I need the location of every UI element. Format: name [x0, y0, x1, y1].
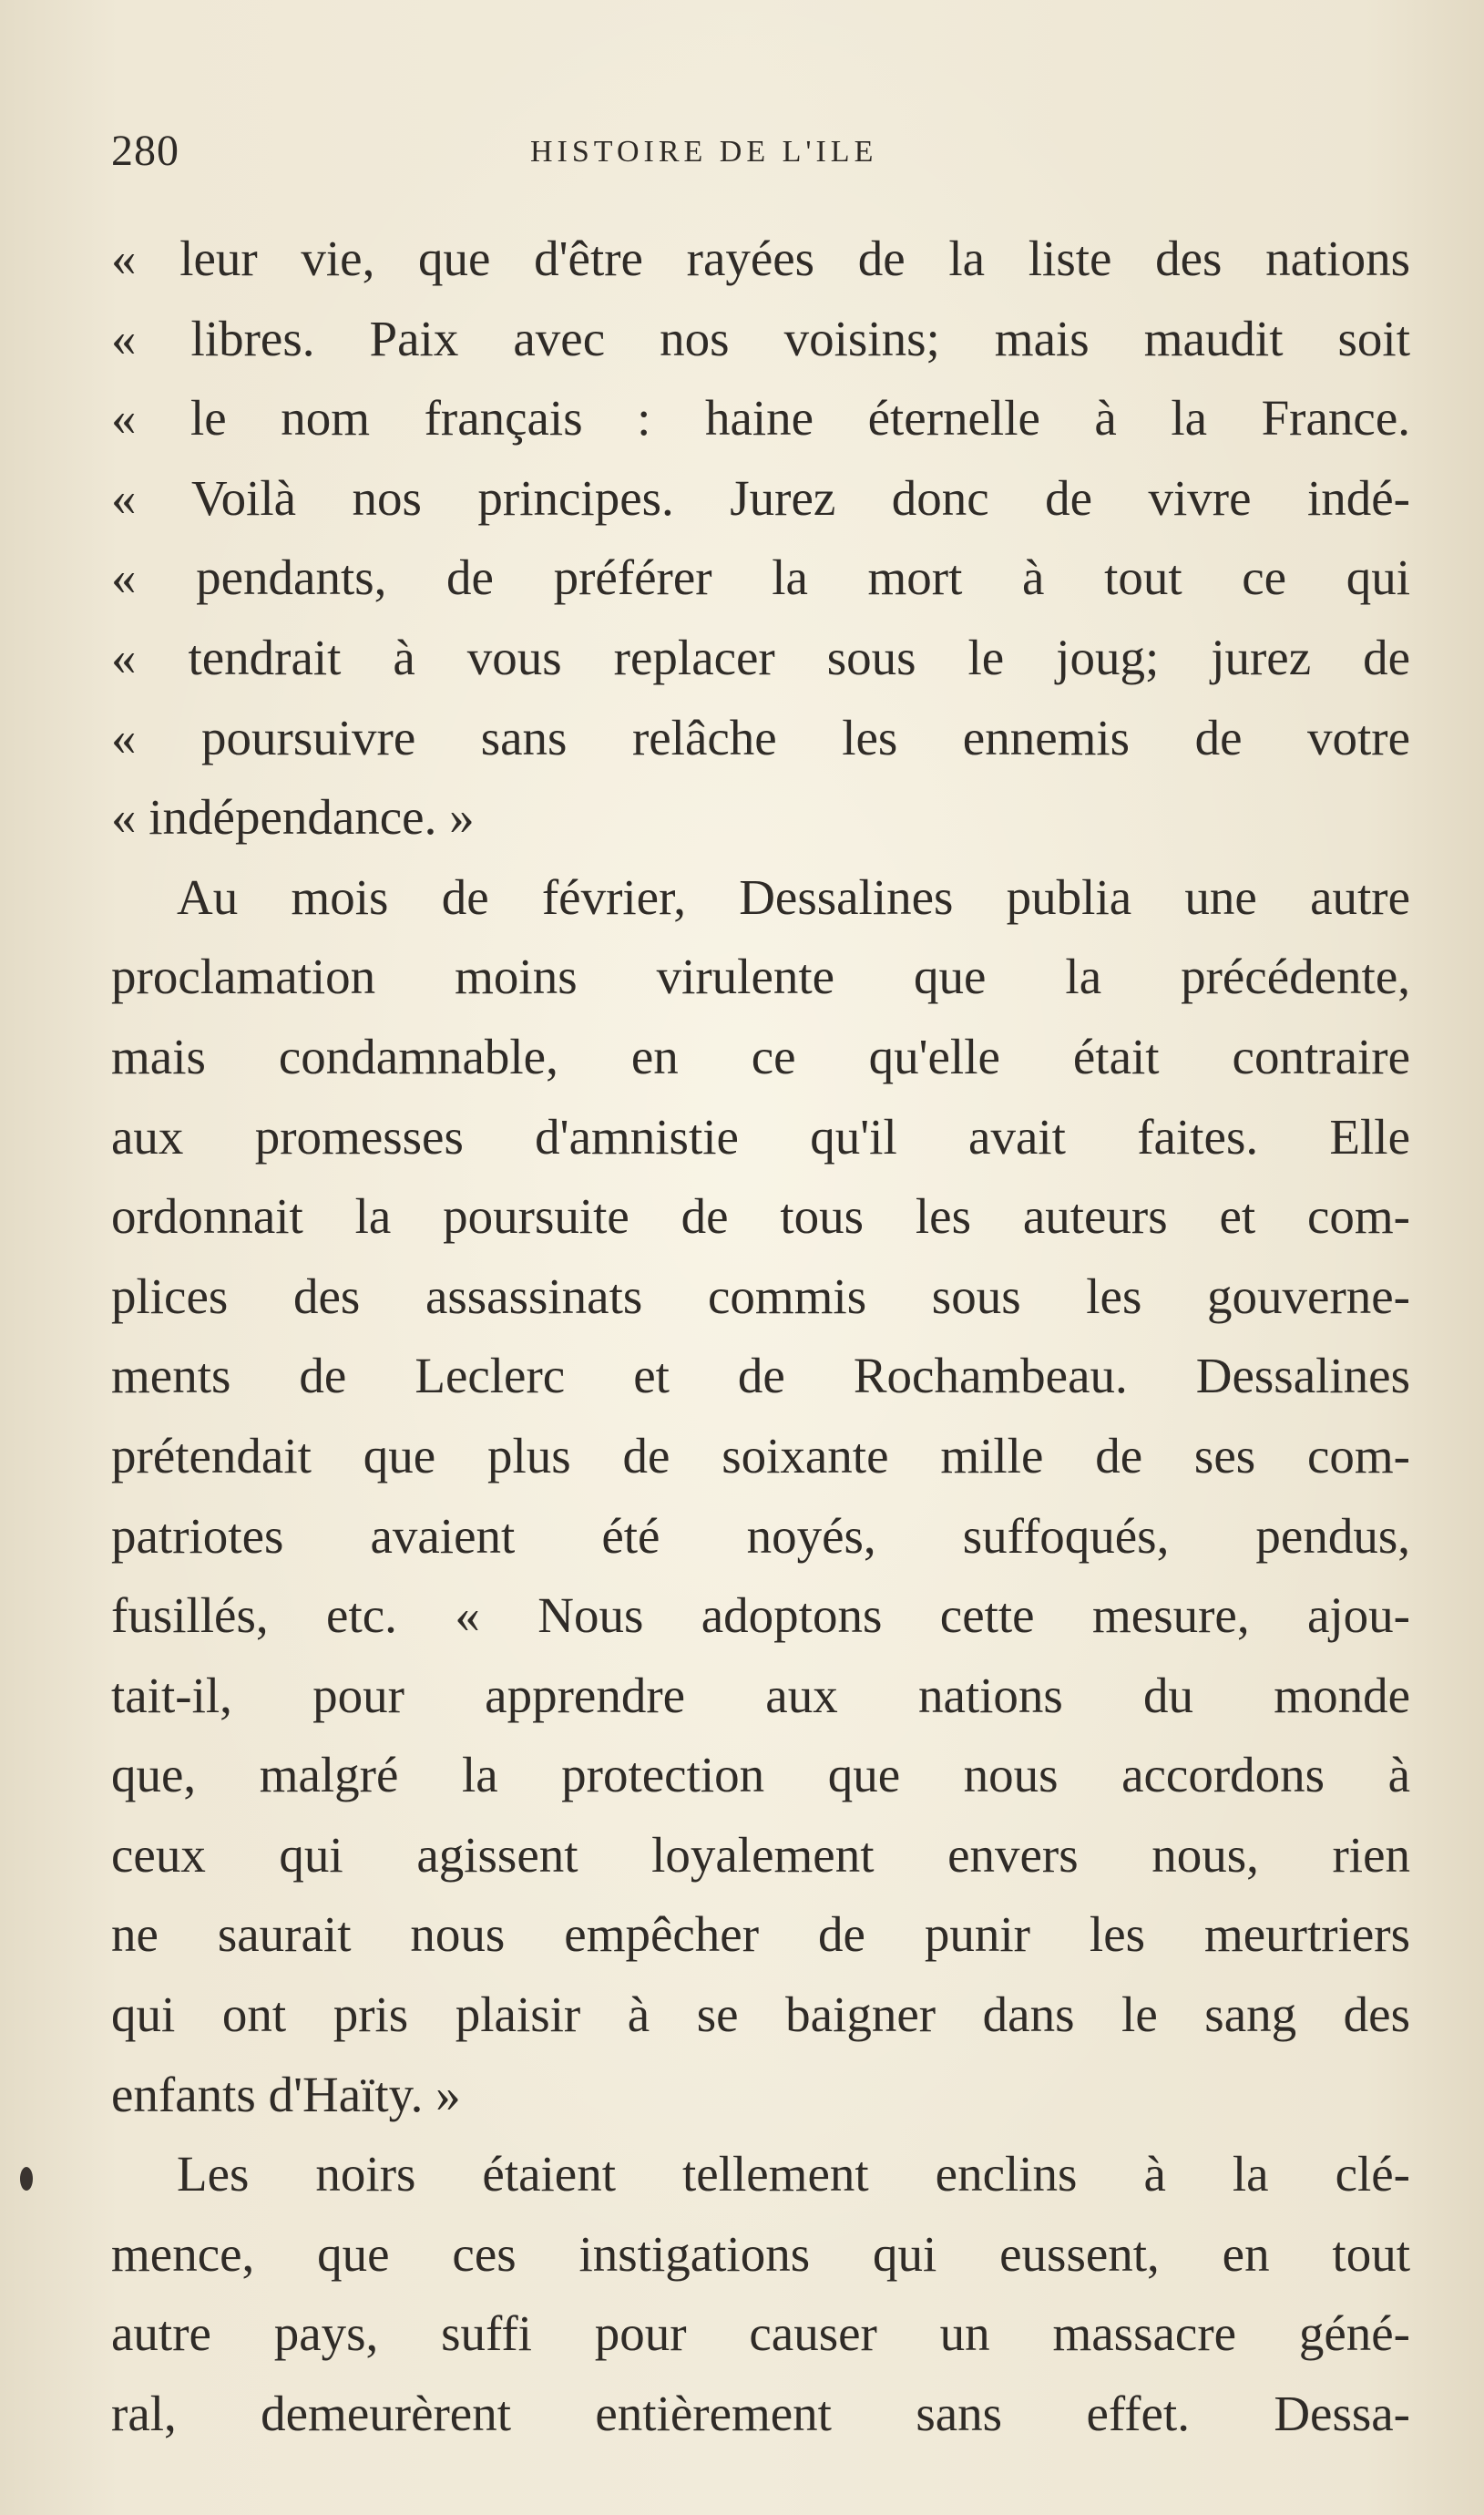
text-line: autre pays, suffi pour causer un massacre géné-: [111, 2305, 1410, 2362]
text-line: ne saurait nous empêcher de punir les meurtriers: [111, 1906, 1410, 1963]
text-line: « indépendance. »: [111, 789, 475, 846]
text-line: qui ont pris plaisir à se baigner dans le sang des: [111, 1986, 1410, 2043]
text-line: ceux qui agissent loyalement envers nous, rien: [111, 1826, 1410, 1883]
running-head: [111, 126, 1405, 190]
text-line: « tendrait à vous replacer sous le joug; jurez de: [111, 629, 1410, 685]
text-line: « poursuivre sans relâche les ennemis de votre: [111, 709, 1410, 765]
text-line: patriotes avaient été noyés, suffoqués, pendus,: [111, 1507, 1410, 1564]
text-line: ments de Leclerc et de Rochambeau. Dessalines: [111, 1348, 1410, 1404]
ink-spot: [20, 2167, 33, 2191]
text-line: fusillés, etc. « Nous adoptons cette mesure, ajou-: [111, 1587, 1410, 1644]
text-line: « Voilà nos principes. Jurez donc de vivre indé-: [111, 469, 1410, 526]
text-line: tait-il, pour apprendre aux nations du monde: [111, 1667, 1410, 1723]
text-line: mence, que ces instigations qui eussent, en tout: [111, 2225, 1410, 2282]
text-line: mais condamnable, en ce qu'elle était contraire: [111, 1028, 1410, 1084]
paragraph-start-line: Au mois de février, Dessalines publia une autre: [177, 868, 1410, 925]
text-line: enfants d'Haïty. »: [111, 2066, 461, 2122]
text-line: proclamation moins virulente que la précédente,: [111, 949, 1410, 1005]
text-line: que, malgré la protection que nous accordons à: [111, 1747, 1410, 1803]
text-line: ral, demeurèrent entièrement sans effet. Dessa-: [111, 2386, 1410, 2442]
text-line: « pendants, de préférer la mort à tout ce qui: [111, 549, 1410, 606]
text-line: « libres. Paix avec nos voisins; mais maudit soit: [111, 310, 1410, 366]
paragraph-start-line: Les noirs étaient tellement enclins à la clé-: [177, 2146, 1410, 2202]
text-line: prétendait que plus de soixante mille de ses com-: [111, 1427, 1410, 1483]
text-line: « le nom français : haine éternelle à la France.: [111, 390, 1410, 447]
text-line: aux promesses d'amnistie qu'il avait faites. Elle: [111, 1108, 1410, 1165]
text-line: ordonnait la poursuite de tous les auteurs et com-: [111, 1188, 1410, 1245]
body-text: [111, 219, 1410, 2454]
text-line: « leur vie, que d'être rayées de la liste des nations: [111, 231, 1410, 286]
running-title: HISTOIRE DE L'ILE: [530, 135, 878, 169]
text-line: plices des assassinats commis sous les gouverne-: [111, 1268, 1410, 1324]
page-number: 280: [111, 127, 179, 175]
